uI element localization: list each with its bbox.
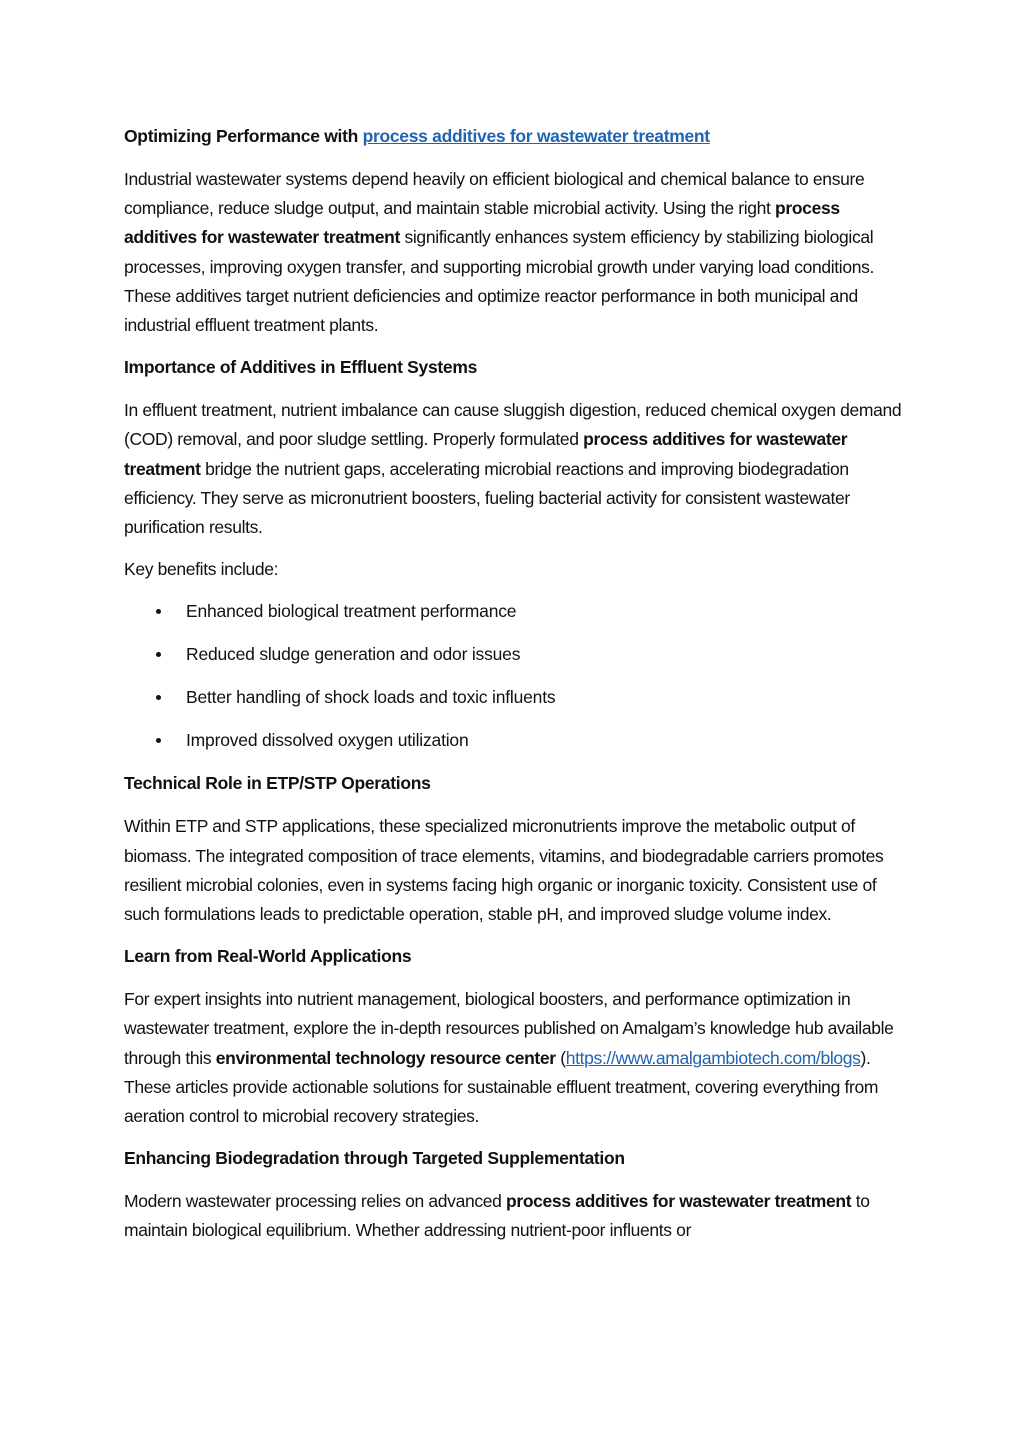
benefits-list [124,597,904,755]
document-page [124,122,904,1259]
bullet-icon [156,652,161,657]
intro-text-2: significantly enhances system efficiency by stabilizing biological processes, improving oxygen transfer, and supporting microbial growth under varying load conditions. These additives target nutrient deficiencies and optimize reactor performance in both municipal and industrial effluent treatment plants. [124,227,875,336]
section-heading-technical-role: Technical Role in ETP/STP Operations [124,773,431,794]
intro-text-1: Industrial wastewater systems depend heavily on efficient biological and chemical balance to ensure compliance, reduce sludge output, and maintain stable microbial activity. Using the right [124,169,865,219]
bullet-icon [156,738,161,743]
list-item-text: Improved dissolved oxygen utilization [186,730,469,751]
title-link[interactable]: process additives for wastewater treatment [362,126,710,146]
section-heading-real-world: Learn from Real-World Applications [124,946,412,967]
importance-text-1: In effluent treatment, nutrient imbalance can cause sluggish digestion, reduced chemical oxygen demand (COD) removal, and poor sludge settling. Properly formulated [124,400,902,450]
biodegradation-paragraph [124,1187,904,1245]
section-heading-importance: Importance of Additives in Effluent Systems [124,357,478,378]
benefits-intro: Key benefits include: [124,559,279,580]
biodegradation-bold-keyword: process additives for wastewater treatment [506,1191,852,1212]
document-title [124,122,904,151]
importance-text-2: bridge the nutrient gaps, accelerating microbial reactions and improving biodegradation efficiency. They serve as micronutrient boosters, fueling bacterial activity for consistent wastewater purification results. [124,458,850,538]
list-item-text: Reduced sludge generation and odor issues [186,644,521,665]
list-item [124,683,904,712]
real-world-text-2: ). These articles provide actionable solutions for sustainable effluent treatment, covering everything from aeration control to microbial recovery strategies. [124,1047,879,1127]
biodegradation-text-2: to maintain biological equilibrium. Whether addressing nutrient-poor influents or [124,1191,870,1241]
biodegradation-text-1: Modern wastewater processing relies on advanced [124,1191,507,1212]
importance-paragraph [124,396,904,542]
list-item [124,726,904,755]
section-heading-biodegradation: Enhancing Biodegradation through Targeted Supplementation [124,1148,625,1169]
bullet-icon [156,695,161,700]
title-prefix: Optimizing Performance with [124,126,363,146]
bullet-icon [156,609,161,614]
list-item-text: Enhanced biological treatment performance [186,601,517,622]
real-world-text-1: For expert insights into nutrient management, biological boosters, and performance optimization in wastewater treatment, explore the in-depth resources published on Amalgam’s knowledge hub available through this [124,989,894,1068]
open-paren: ( [555,1047,566,1068]
real-world-paragraph [124,985,904,1131]
real-world-bold-keyword: environmental technology resource center [215,1047,556,1068]
list-item [124,597,904,626]
importance-bold-keyword: process additives for wastewater treatment [124,429,848,479]
blogs-link[interactable]: https://www.amalgambiotech.com/blogs [565,1047,861,1068]
technical-role-paragraph: Within ETP and STP applications, these specialized micronutrients improve the metabolic output of biomass. The integrated composition of trace elements, vitamins, and biodegradable carriers promotes resilient microbial colonies, even in systems facing high organic or inorganic toxicity. Consistent use of such formulations leads to predictable operation, stable pH, and improved sludge volume index. [124,816,884,925]
intro-bold-keyword: process additives for wastewater treatment [124,198,840,248]
intro-paragraph [124,165,904,340]
list-item-text: Better handling of shock loads and toxic influents [186,687,556,708]
list-item [124,640,904,669]
